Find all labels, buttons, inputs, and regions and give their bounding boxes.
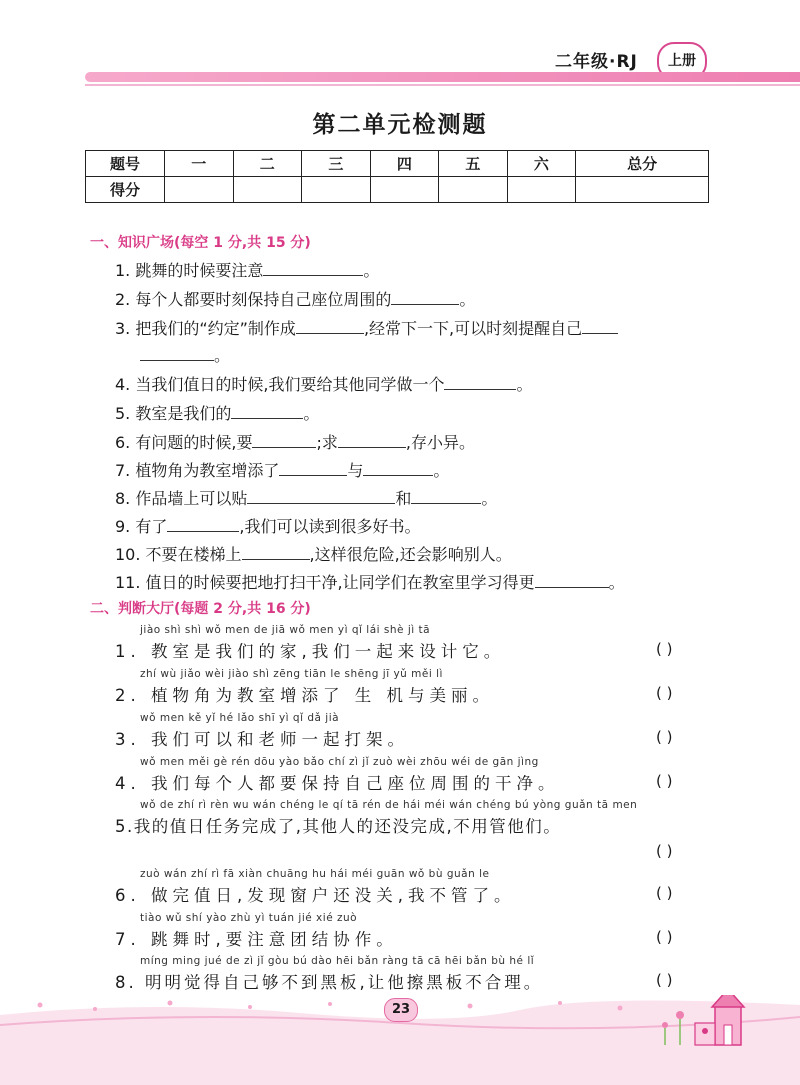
question-text: 9. 有了 (115, 517, 168, 536)
answer-blank[interactable] (444, 374, 516, 390)
question-text: ;求 (316, 433, 338, 452)
score-input-cell[interactable] (165, 177, 234, 203)
section1-heading: 一、知识广场(每空 1 分,共 15 分) (90, 235, 311, 251)
statement-2: 2. 植物角为教室增添了 生 机与美丽。 (115, 686, 494, 705)
question-3-continued (140, 343, 230, 366)
answer-blank[interactable] (411, 488, 481, 504)
question-text: 4. 当我们值日的时候,我们要给其他同学做一个 (115, 375, 445, 394)
table-cell: 六 (507, 151, 576, 177)
answer-blank[interactable] (391, 289, 459, 305)
question-text: 8. 作品墙上可以贴 (115, 489, 248, 508)
answer-blank[interactable] (140, 345, 214, 361)
question-1 (115, 258, 379, 281)
question-text: 10. 不要在楼梯上 (115, 545, 242, 564)
question-7 (115, 458, 449, 481)
question-text: ,这样很危险,还会影响别人。 (309, 545, 512, 564)
answer-blank[interactable] (252, 432, 316, 448)
answer-blank[interactable] (582, 318, 618, 334)
statement-4: 4. 我们每个人都要保持自己座位周围的干净。 (115, 774, 560, 793)
question-text: ,我们可以读到很多好书。 (239, 517, 421, 536)
question-text: ,经常下一下,可以时刻提醒自己 (363, 319, 583, 338)
question-9 (115, 514, 420, 537)
question-8 (115, 486, 497, 509)
answer-blank[interactable] (535, 572, 609, 588)
answer-paren[interactable]: ( ) (656, 684, 673, 702)
header-stripe-thin (85, 84, 800, 86)
score-input-cell[interactable] (439, 177, 508, 203)
question-5 (115, 401, 319, 424)
score-table (85, 150, 709, 203)
statement-6: 6. 做完值日,发现窗户还没关,我不管了。 (115, 886, 516, 905)
answer-paren[interactable]: ( ) (656, 842, 673, 860)
page-title: 第二单元检测题 (312, 111, 488, 138)
pinyin-line: míng ming jué de zì jǐ gòu bú dào hēi bǎn ràng tā cā hēi bǎn bù hé lǐ (140, 955, 535, 967)
question-text: ,存小异。 (405, 433, 475, 452)
question-text: 。 (303, 404, 320, 423)
pinyin-line: wǒ men kě yǐ hé lǎo shī yì qǐ dǎ jià (140, 712, 340, 724)
page-number: 23 (384, 998, 418, 1022)
question-text: 。 (608, 573, 625, 592)
question-4 (115, 372, 532, 395)
statement-8: 8. 明明觉得自己够不到黑板,让他擦黑板不合理。 (115, 973, 544, 992)
question-text: 。 (516, 375, 533, 394)
statement-1: 1. 教室是我们的家,我们一起来设计它。 (115, 642, 506, 661)
answer-blank[interactable] (263, 260, 363, 276)
table-cell: 题号 (86, 151, 165, 177)
question-text: 11. 值日的时候要把地打扫干净,让同学们在教室里学习得更 (115, 573, 535, 592)
table-cell: 五 (439, 151, 508, 177)
table-cell: 总分 (576, 151, 709, 177)
question-text: 。 (481, 489, 498, 508)
score-input-cell[interactable] (507, 177, 576, 203)
question-3 (115, 316, 618, 339)
table-cell: 一 (165, 151, 234, 177)
answer-blank[interactable] (167, 516, 239, 532)
question-text: 2. 每个人都要时刻保持自己座位周围的 (115, 290, 392, 309)
question-text: 与 (347, 461, 364, 480)
statement-7: 7. 跳舞时,要注意团结协作。 (115, 930, 398, 949)
header-stripe (85, 72, 800, 82)
score-input-cell[interactable] (233, 177, 302, 203)
section2-heading: 二、判断大厅(每题 2 分,共 16 分) (90, 601, 311, 617)
answer-paren[interactable]: ( ) (656, 640, 673, 658)
table-cell: 得分 (86, 177, 165, 203)
question-6 (115, 430, 475, 453)
volume-badge: 上册 (657, 42, 707, 80)
score-input-cell[interactable] (370, 177, 439, 203)
score-table-score-row (86, 177, 709, 203)
pinyin-line: tiào wǔ shí yào zhù yì tuán jié xié zuò (140, 912, 358, 924)
question-text: 3. 把我们的“约定”制作成 (115, 319, 296, 338)
question-10 (115, 542, 512, 565)
question-text: 。 (433, 461, 450, 480)
score-input-cell[interactable] (302, 177, 371, 203)
pinyin-line: zuò wán zhí rì fā xiàn chuāng hu hái méi guān wǒ bù guǎn le (140, 868, 490, 880)
statement-3: 3. 我们可以和老师一起打架。 (115, 730, 409, 749)
pinyin-line: wǒ de zhí rì rèn wu wán chéng le qí tā rén de hái méi wán chéng bú yòng guǎn tā men (140, 799, 638, 811)
answer-paren[interactable]: ( ) (656, 971, 673, 989)
pinyin-line: jiào shì shì wǒ men de jiā wǒ men yì qǐ lái shè jì tā (140, 624, 431, 636)
answer-paren[interactable]: ( ) (656, 928, 673, 946)
pinyin-line: zhí wù jiǎo wèi jiào shì zēng tiān le shēng jī yǔ měi lì (140, 668, 443, 680)
table-cell: 四 (370, 151, 439, 177)
question-text: 。 (363, 261, 380, 280)
question-text: 6. 有问题的时候,要 (115, 433, 253, 452)
question-11 (115, 570, 625, 593)
question-text: 和 (395, 489, 412, 508)
question-text: 7. 植物角为教室增添了 (115, 461, 280, 480)
answer-paren[interactable]: ( ) (656, 772, 673, 790)
answer-blank[interactable] (296, 318, 364, 334)
answer-blank[interactable] (231, 403, 303, 419)
question-text: 。 (214, 346, 231, 365)
question-text: 5. 教室是我们的 (115, 404, 232, 423)
answer-paren[interactable]: ( ) (656, 728, 673, 746)
statement-5: 5.我的值日任务完成了,其他人的还没完成,不用管他们。 (115, 817, 562, 836)
table-cell: 二 (233, 151, 302, 177)
answer-blank[interactable] (242, 544, 310, 560)
grade-label: 二年级·RJ (555, 52, 638, 72)
score-input-cell[interactable] (576, 177, 709, 203)
score-table-header-row (86, 151, 709, 177)
answer-paren[interactable]: ( ) (656, 884, 673, 902)
question-text: 1. 跳舞的时候要注意 (115, 261, 264, 280)
answer-blank[interactable] (247, 488, 395, 504)
question-text: 。 (459, 290, 476, 309)
question-2 (115, 287, 475, 310)
table-cell: 三 (302, 151, 371, 177)
pinyin-line: wǒ men měi gè rén dōu yào bǎo chí zì jǐ zuò wèi zhōu wéi de gān jìng (140, 756, 539, 768)
answer-blank[interactable] (363, 460, 433, 476)
answer-blank[interactable] (338, 432, 406, 448)
answer-blank[interactable] (279, 460, 347, 476)
